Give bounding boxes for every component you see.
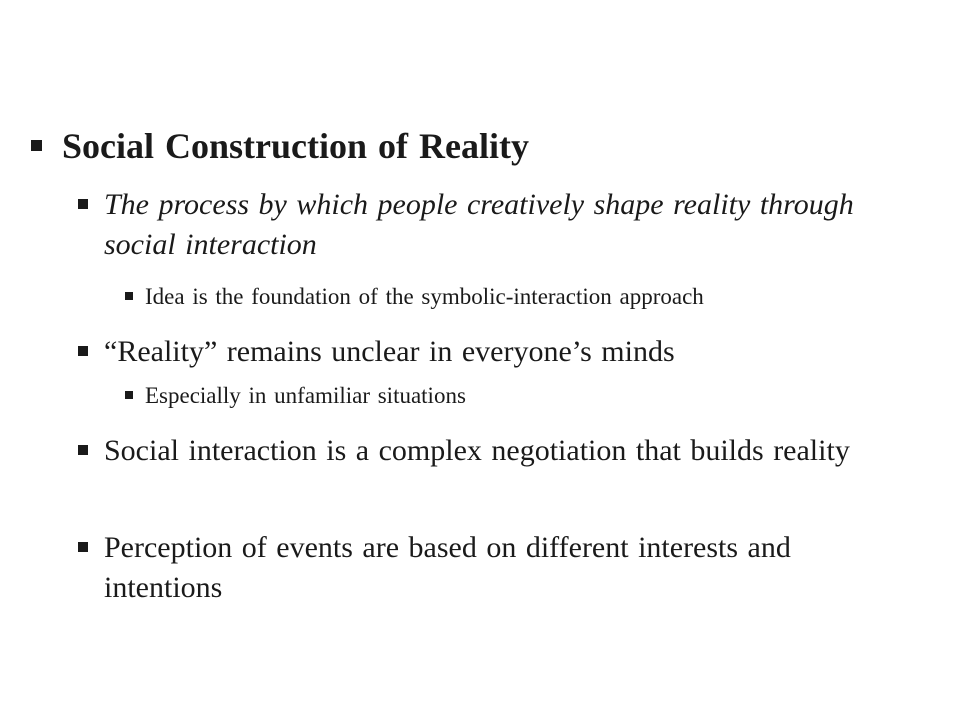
square-bullet-icon — [78, 346, 88, 356]
sub-bullet-item-foundation — [125, 282, 704, 312]
square-bullet-icon — [78, 199, 88, 209]
square-bullet-icon — [125, 292, 133, 300]
square-bullet-icon — [125, 391, 133, 399]
sub-bullet-text: Especially in unfamiliar situations — [145, 383, 466, 408]
sub-bullet-text: Idea is the foundation of the symbolic-interaction approach — [145, 284, 704, 309]
bullet-item-definition — [78, 185, 904, 265]
bullet-item-reality-unclear — [78, 332, 904, 372]
sub-bullet-item-unfamiliar — [125, 381, 466, 411]
bullet-text: “Reality” remains unclear in everyone’s minds — [104, 335, 675, 368]
square-bullet-icon — [31, 140, 42, 151]
bullet-item-perception — [78, 528, 904, 608]
bullet-text: Social interaction is a complex negotiation that builds reality — [104, 434, 850, 467]
heading-item — [31, 124, 529, 168]
slide-heading: Social Construction of Reality — [62, 126, 529, 166]
bullet-item-negotiation — [78, 431, 904, 471]
square-bullet-icon — [78, 542, 88, 552]
square-bullet-icon — [78, 445, 88, 455]
bullet-text: Perception of events are based on different interests and intentions — [104, 531, 791, 604]
bullet-text: The process by which people creatively shape reality through social interaction — [104, 188, 854, 261]
